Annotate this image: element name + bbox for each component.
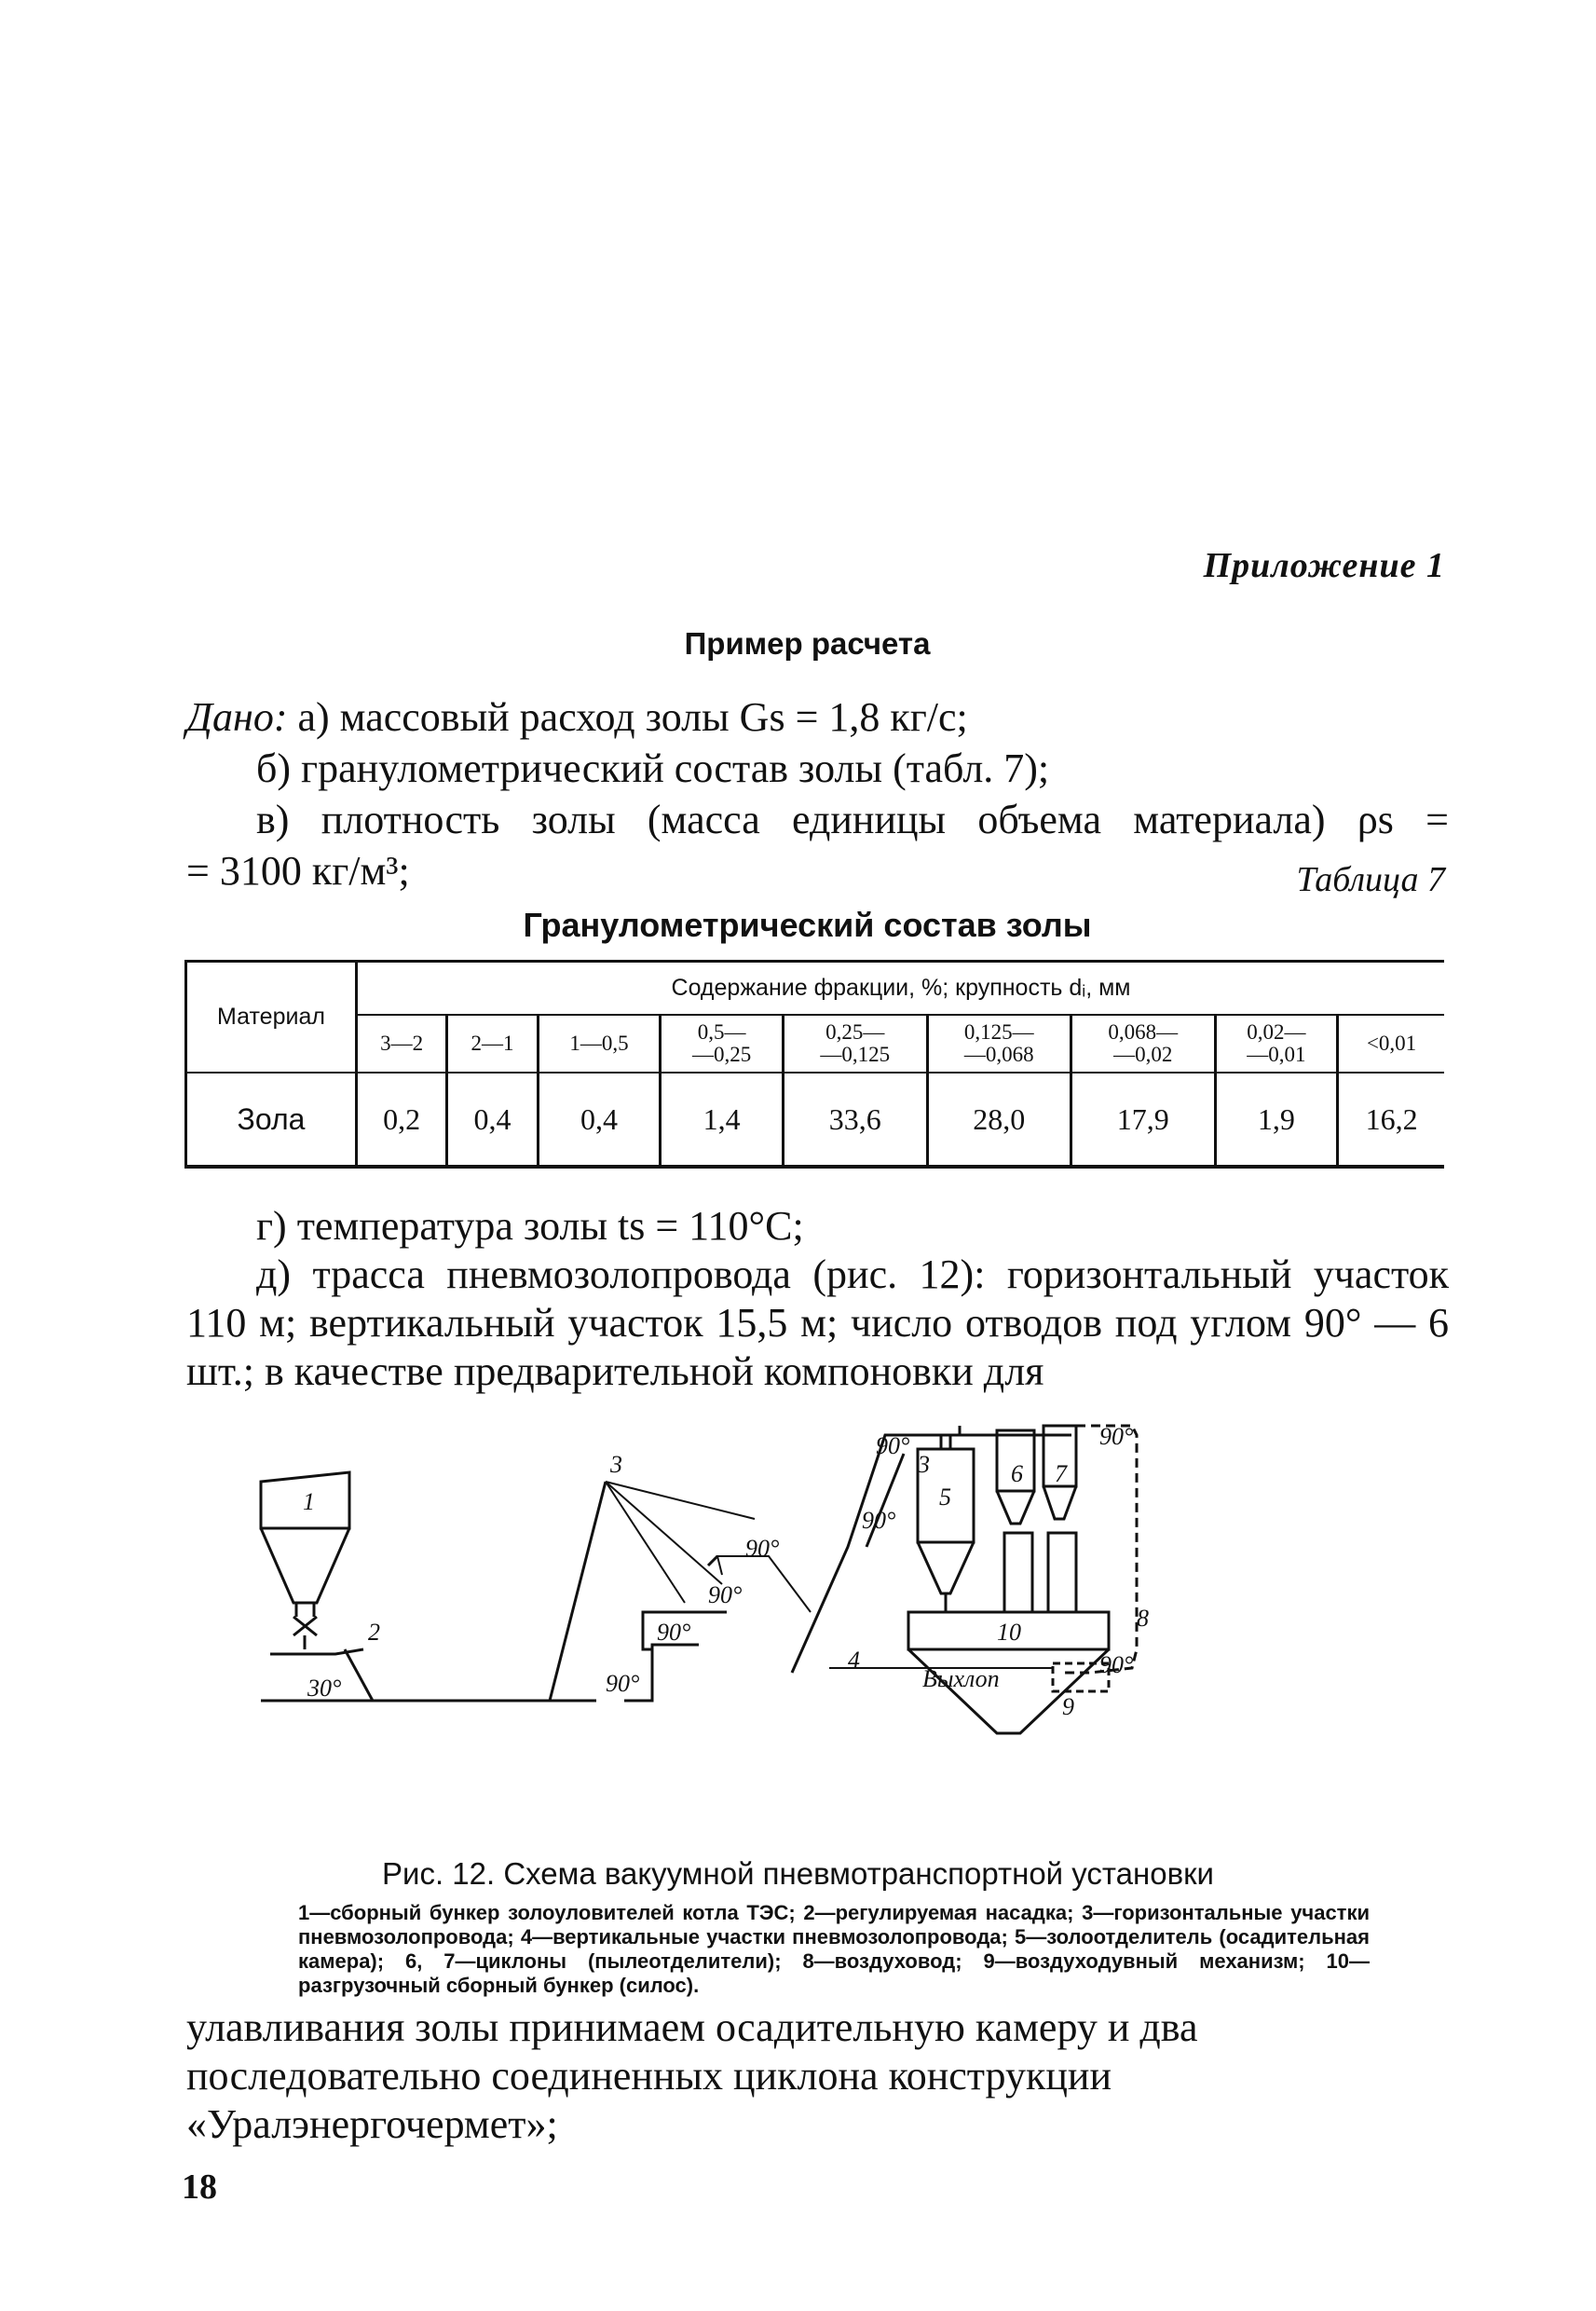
value-cell: 1,9 <box>1215 1073 1338 1167</box>
value-cell: 1,4 <box>661 1073 784 1167</box>
label-90deg-3: 90° <box>708 1581 743 1608</box>
value-cell: 33,6 <box>784 1073 928 1167</box>
label-6: 6 <box>1011 1460 1023 1487</box>
label-90deg-7: 90° <box>1099 1423 1134 1450</box>
label-exhaust: Выхлоп <box>922 1665 1000 1692</box>
table-label: Таблица 7 <box>1296 860 1445 899</box>
label-90deg-8: 90° <box>1099 1651 1134 1678</box>
text-after-table <box>186 1202 1449 1396</box>
label-3b: 3 <box>918 1451 930 1478</box>
label-9: 9 <box>1062 1693 1074 1720</box>
label-90deg-2: 90° <box>657 1619 691 1646</box>
item-g: г) температура золы ts = 110°С; <box>256 1203 804 1249</box>
fraction-header: 0,25— —0,125 <box>784 1015 928 1073</box>
label-90deg-6: 90° <box>876 1432 910 1459</box>
given-item-a: а) массовый расход золы Gs = 1,8 кг/с; <box>287 694 968 740</box>
cyclone-6 <box>997 1430 1034 1612</box>
label-90deg-5: 90° <box>862 1507 896 1534</box>
fraction-header: <0,01 <box>1338 1015 1444 1073</box>
value-cell: 0,4 <box>538 1073 661 1167</box>
label-7: 7 <box>1055 1460 1067 1487</box>
label-30deg: 30° <box>307 1675 342 1702</box>
granulometry-table <box>184 960 1444 1169</box>
label-1: 1 <box>303 1488 315 1515</box>
given-item-b: б) гранулометрический состав золы (табл. 7); <box>256 745 1050 791</box>
fraction-header: 3—2 <box>357 1015 447 1073</box>
material-cell: Зола <box>186 1073 357 1167</box>
figure-caption: Рис. 12. Схема вакуумной пневмотранспортной установки <box>382 1856 1214 1891</box>
label-8: 8 <box>1137 1605 1149 1632</box>
label-4: 4 <box>848 1647 860 1674</box>
value-cell: 17,9 <box>1071 1073 1216 1167</box>
table-title: Гранулометрический состав золы <box>523 906 1092 944</box>
material-header: Материал <box>186 962 357 1073</box>
page-number: 18 <box>182 2167 217 2207</box>
fraction-group-header: Содержание фракции, %; крупность dᵢ, мм <box>357 962 1445 1016</box>
closing-paragraph: улавливания золы принимаем осадительную камеру и два последовательно соединенных циклона конструкции «Уралэнергочермет»; <box>186 2004 1198 2147</box>
given-label: Дано: <box>186 694 288 740</box>
given-item-c-1: в) плотность золы (масса единицы объема материала) ρs = <box>256 797 1449 842</box>
fraction-header: 0,125— —0,068 <box>927 1015 1071 1073</box>
label-3: 3 <box>610 1451 622 1478</box>
value-cell: 16,2 <box>1338 1073 1444 1167</box>
table-row <box>186 1073 1445 1167</box>
fraction-header: 0,02— —0,01 <box>1215 1015 1338 1073</box>
fraction-header-row <box>186 1015 1445 1073</box>
section-title: Пример расчета <box>684 626 931 661</box>
value-cell: 28,0 <box>927 1073 1071 1167</box>
label-90deg-1: 90° <box>606 1670 640 1697</box>
value-cell: 0,2 <box>357 1073 447 1167</box>
figure-12-diagram <box>252 1416 1351 1845</box>
fraction-header: 2—1 <box>447 1015 538 1073</box>
closing-text <box>186 2003 1449 2149</box>
label-2: 2 <box>368 1619 380 1646</box>
fraction-header: 0,068— —0,02 <box>1071 1015 1216 1073</box>
given-block <box>186 691 1449 896</box>
appendix-heading: Приложение 1 <box>1203 546 1445 585</box>
cyclone-7 <box>1044 1426 1076 1612</box>
item-d: д) трасса пневмозолопровода (рис. 12): горизонтальный участок 110 м; вертикальный участок 15,5 м; число отводов под углом 90° — 6 шт.; в качестве предварительной компоновки для <box>186 1251 1449 1394</box>
given-item-c-2: = 3100 кг/м³; <box>186 848 410 894</box>
label-5: 5 <box>939 1484 951 1511</box>
label-90deg-4: 90° <box>745 1535 780 1562</box>
value-cell: 0,4 <box>447 1073 538 1167</box>
label-10: 10 <box>997 1619 1021 1646</box>
fraction-header: 1—0,5 <box>538 1015 661 1073</box>
figure-legend: 1—сборный бункер золоуловителей котла ТЭС; 2—регулируемая насадка; 3—горизонтальные участки пневмозолопровода; 4—вертикальные участки пневмозолопровода; 5—золоотделитель (осадительная камера); 6, 7—циклоны (пылеотделители); 8—воздуховод; 9—воздуходувный механизм; 10—разгрузочный сборный бункер (силос). <box>298 1901 1370 1997</box>
fraction-header: 0,5— —0,25 <box>661 1015 784 1073</box>
